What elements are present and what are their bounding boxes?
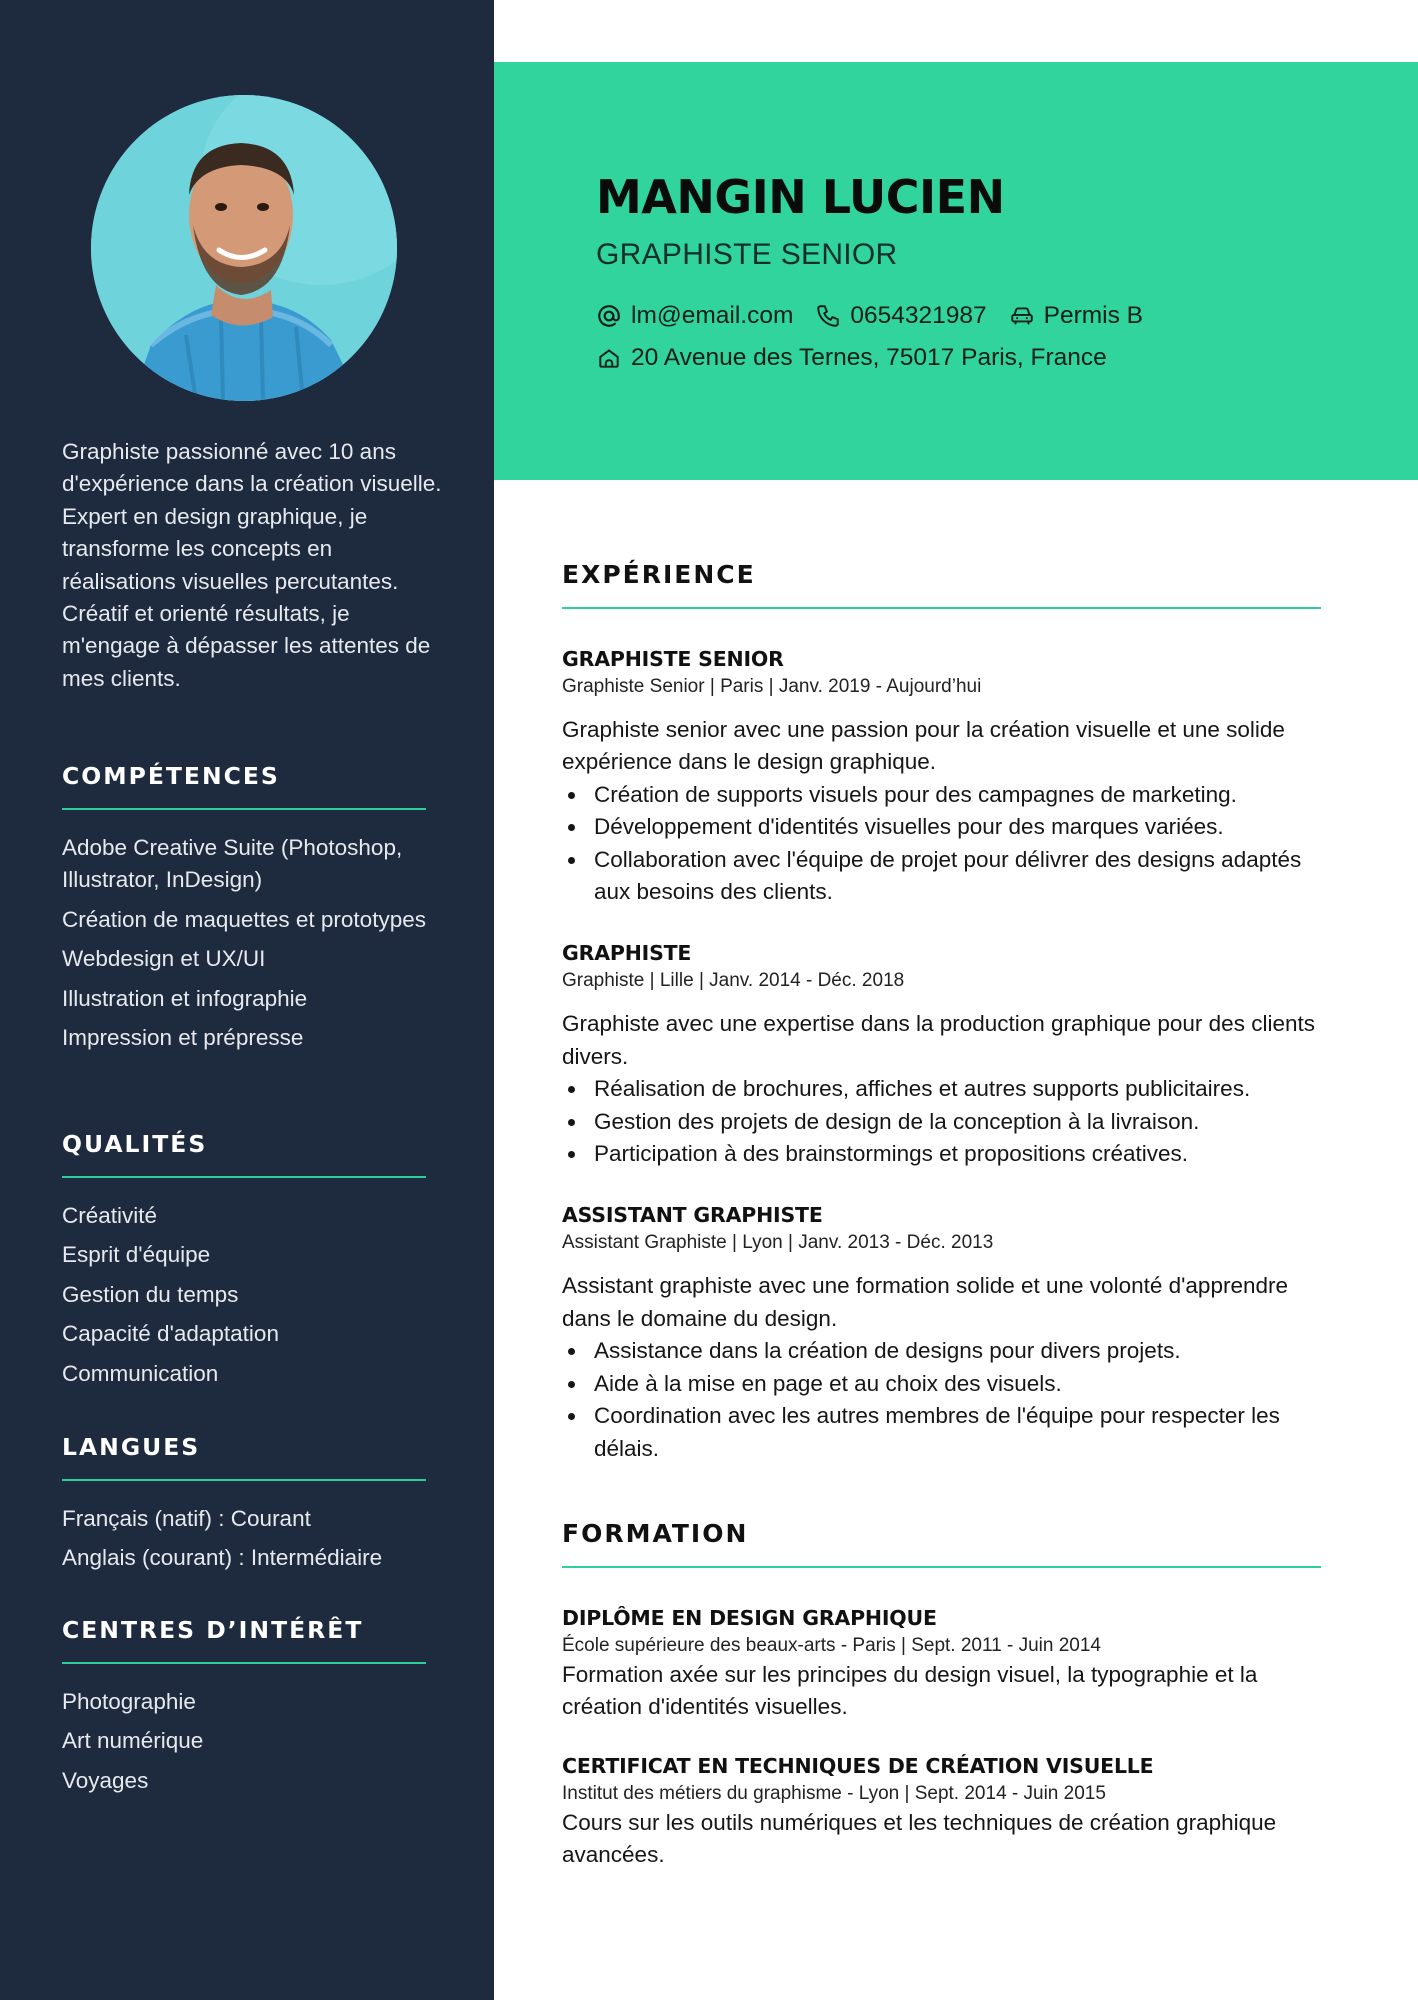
contact-row	[596, 302, 1165, 330]
contact-address	[596, 344, 1107, 372]
section-qualites	[62, 1130, 426, 1397]
list-item: Webdesign et UX/UI	[62, 946, 266, 972]
list-item: Impression et prépresse	[62, 1025, 304, 1051]
full-name: MANGIN LUCIEN	[596, 170, 1005, 224]
education-meta: Institut des métiers du graphisme - Lyon | Sept. 2014 - Juin 2015	[562, 1782, 1106, 1804]
license-text: Permis B	[1043, 302, 1144, 329]
list-item: Coordination avec les autres membres de l'équipe pour respecter les délais.	[562, 1400, 1322, 1465]
list-item: Gestion du temps	[62, 1281, 239, 1307]
at-icon	[596, 303, 622, 329]
experience-meta: Graphiste Senior | Paris | Janv. 2019 - Aujourd’hui	[562, 676, 982, 697]
section-title-langues: LANGUES	[62, 1433, 201, 1461]
home-icon	[596, 345, 622, 371]
experience-description: Graphiste avec une expertise dans la production graphique pour des clients divers.	[562, 1011, 1315, 1069]
list-item: Esprit d'équipe	[62, 1242, 211, 1268]
experience-item	[562, 647, 1322, 908]
list-item: Collaboration avec l'équipe de projet pour délivrer des designs adaptés aux besoins des clients.	[562, 844, 1322, 909]
sidebar	[0, 0, 494, 2000]
list-item: Voyages	[62, 1767, 149, 1793]
section-interets	[62, 1616, 426, 1804]
section-langues	[62, 1433, 426, 1582]
section-divider	[62, 1479, 426, 1481]
education-description: Cours sur les outils numériques et les techniques de création graphique avancées.	[562, 1809, 1277, 1868]
experience-title: GRAPHISTE SENIOR	[562, 647, 784, 671]
list-item: Adobe Creative Suite (Photoshop, Illustrator, InDesign)	[62, 835, 403, 893]
section-competences	[62, 762, 426, 1061]
experience-bullets	[562, 1335, 1322, 1465]
experience-item	[562, 941, 1322, 1170]
section-title-qualites: QUALITÉS	[62, 1130, 208, 1158]
education-item	[562, 1606, 1322, 1724]
education-description: Formation axée sur les principes du design visuel, la typographie et la création d'identités visuelles.	[562, 1661, 1258, 1720]
experience-meta: Assistant Graphiste | Lyon | Janv. 2013 - Déc. 2013	[562, 1232, 994, 1254]
profile-photo-image	[91, 95, 397, 401]
list-item: Réalisation de brochures, affiches et autres supports publicitaires.	[562, 1073, 1322, 1105]
education-meta: École supérieure des beaux-arts - Paris | Sept. 2011 - Juin 2014	[562, 1634, 1101, 1656]
contact-row-address	[596, 344, 1129, 372]
phone-icon	[815, 303, 841, 329]
list-item: Développement d'identités visuelles pour des marques variées.	[562, 811, 1322, 843]
experience-description: Assistant graphiste avec une formation solide et une volonté d'apprendre dans le domaine du design.	[562, 1273, 1288, 1331]
contact-phone[interactable]	[815, 302, 986, 330]
section-divider	[62, 808, 426, 810]
education-title: DIPLÔME EN DESIGN GRAPHIQUE	[562, 1605, 937, 1630]
list-item: Création de supports visuels pour des campagnes de marketing.	[562, 779, 1322, 811]
list-item: Gestion des projets de design de la conception à la livraison.	[562, 1106, 1322, 1138]
profile-photo	[91, 95, 397, 401]
profile-summary: Graphiste passionné avec 10 ans d'expérience dans la création visuelle. Expert en design graphique, je transforme les concepts en réalisations visuelles percutantes. Créatif et orienté résultats, je m'engage à dépasser les attentes de mes clients.	[62, 439, 442, 691]
experience-meta: Graphiste | Lille | Janv. 2014 - Déc. 2018	[562, 970, 905, 992]
section-divider	[562, 607, 1321, 609]
section-experience	[562, 560, 1322, 1465]
experience-bullets	[562, 1073, 1322, 1170]
section-title-interets: CENTRES D’INTÉRÊT	[62, 1616, 364, 1644]
list-item: Art numérique	[62, 1728, 204, 1754]
phone-text: 0654321987	[850, 302, 987, 329]
header-band	[494, 62, 1418, 480]
contact-license	[1009, 302, 1143, 330]
experience-item	[562, 1203, 1322, 1464]
list-item: Assistance dans la création de designs pour divers projets.	[562, 1335, 1322, 1367]
section-divider	[62, 1662, 426, 1664]
list-item: Communication	[62, 1360, 219, 1386]
education-title: CERTIFICAT EN TECHNIQUES DE CRÉATION VISUELLE	[562, 1753, 1154, 1778]
list-item: Illustration et infographie	[62, 985, 308, 1011]
experience-description: Graphiste senior avec une passion pour la création visuelle et une solide expérience dans le design graphique.	[562, 717, 1285, 775]
competences-list	[62, 832, 426, 1054]
list-item: Création de maquettes et prototypes	[62, 906, 426, 932]
contact-email[interactable]	[596, 302, 793, 330]
experience-title: ASSISTANT GRAPHISTE	[562, 1203, 823, 1228]
section-title-formation: FORMATION	[562, 1518, 749, 1548]
education-item	[562, 1754, 1322, 1872]
list-item: Anglais (courant) : Intermédiaire	[62, 1545, 383, 1571]
list-item: Aide à la mise en page et au choix des visuels.	[562, 1368, 1322, 1400]
interets-list	[62, 1686, 426, 1797]
list-item: Créativité	[62, 1203, 158, 1228]
section-title-competences: COMPÉTENCES	[62, 762, 280, 790]
experience-bullets	[562, 779, 1322, 909]
list-item: Français (natif) : Courant	[62, 1506, 311, 1531]
section-formation	[562, 1519, 1322, 1872]
section-title-experience: EXPÉRIENCE	[562, 560, 756, 589]
address-text: 20 Avenue des Ternes, 75017 Paris, France	[631, 344, 1107, 371]
section-divider	[562, 1566, 1321, 1568]
experience-title: GRAPHISTE	[562, 941, 692, 966]
email-text: lm@email.com	[631, 302, 794, 329]
car-icon	[1009, 303, 1035, 329]
langues-list	[62, 1503, 426, 1575]
job-title-headline: GRAPHISTE SENIOR	[596, 238, 898, 271]
list-item: Participation à des brainstormings et propositions créatives.	[562, 1138, 1322, 1170]
main-content	[562, 560, 1322, 1872]
qualites-list	[62, 1200, 426, 1390]
list-item: Capacité d'adaptation	[62, 1321, 279, 1347]
list-item: Photographie	[62, 1689, 196, 1714]
section-divider	[62, 1176, 426, 1178]
